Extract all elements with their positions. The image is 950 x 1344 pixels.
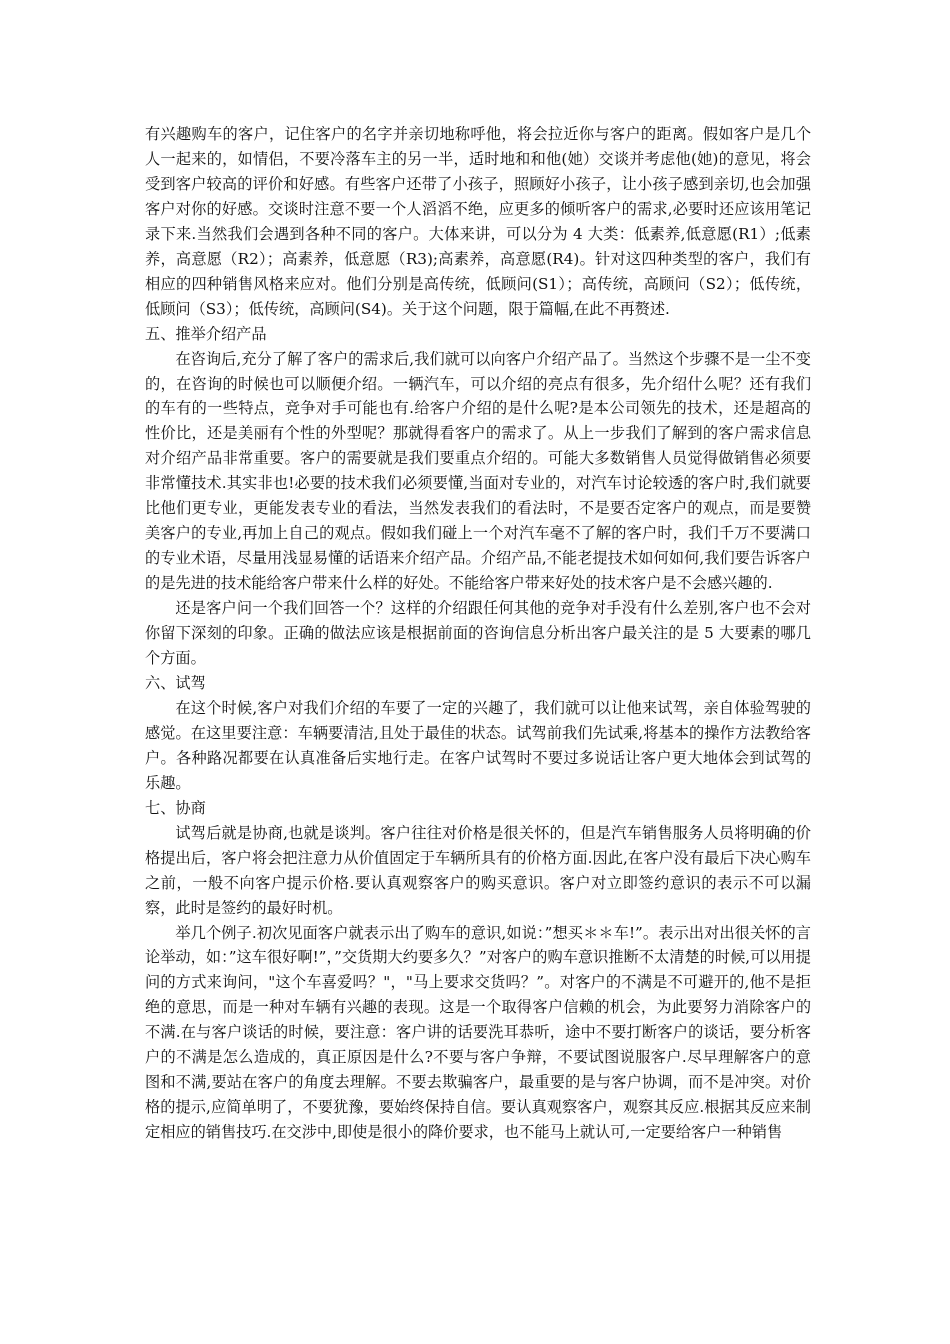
section-heading-7: 七、协商: [145, 798, 206, 817]
paragraph-examples: 举几个例子.初次见面客户就表示出了购车的意识,如说：”想买＊＊车!”。表示出对出很关怀的言论举动，如：”这车很好啊!”，”交货期大约要多久？”对客户的购车意识推断不太清楚的时候,可以用提问的方式来询问，"这个车喜爱吗？"，"马上要求交货吗？”。对客户的不满是不可避开的,他不是拒绝的意思，而是一种对车辆有兴趣的表现。这是一个取得客户信赖的机会，为此要努力消除客户的不满.在与客户谈话的时候，要注意：客户讲的话要洗耳恭听，途中不要打断客户的谈话，要分析客户的不满是怎么造成的，真正原因是什么?不要与客户争辩，不要试图说服客户.尽早理解客户的意图和不满,要站在客户的角度去理解。不要去欺骗客户，最重要的是与客户协调，而不是冲突。对价格的提示,应简单明了，不要犹豫，要始终保持自信。要认真观察客户，观察其反应.根据其反应来制定相应的销售技巧.在交涉中,即使是很小的降价要求，也不能马上就认可,一定要给客户一种销售: [145, 923, 811, 1142]
paragraph-customer-types: 有兴趣购车的客户，记住客户的名字并亲切地称呼他，将会拉近你与客户的距离。假如客户是几个人一起来的，如情侣，不要冷落车主的另一半，适时地和和他(她）交谈并考虑他(她)的意见，将会受到客户较高的评价和好感。有些客户还带了小孩子，照顾好小孩子，让小孩子感到亲切,也会加强客户对你的好感。交谈时注意不要一个人滔滔不绝，应更多的倾听客户的需求,必要时还应该用笔记录下来.当然我们会遇到各种不同的客户。大体来讲，可以分为 4 大类：低素养,低意愿(R1）;低素养，高意愿（R2）；高素养，低意愿（R3);高素养，高意愿(R4)。针对这四种类型的客户，我们有相应的四种销售风格来应对。他们分别是高传统，低顾问(S1）；高传统，高顾问（S2）；低传统，低顾问（S3）；低传统，高顾问(S4)。关于这个问题，限于篇幅,在此不再赘述.: [145, 125, 812, 318]
section-heading-5: 五、推举介绍产品: [145, 324, 267, 343]
paragraph-negotiation: 试驾后就是协商,也就是谈判。客户往往对价格是很关怀的，但是汽车销售服务人员将明确的价格提出后，客户将会把注意力从价值固定于车辆所具有的价格方面.因此,在客户没有最后下决心购车之前，一般不向客户提示价格.要认真观察客户的购买意识。客户对立即签约意识的表示不可以漏察，此时是签约的最好时机。: [145, 823, 811, 917]
paragraph-five-factors: 还是客户问一个我们回答一个？这样的介绍跟任何其他的竞争对手没有什么差别,客户也不会对你留下深刻的印象。正确的做法应该是根据前面的咨询信息分析出客户最关注的是 5 大要素的哪几个方面。: [145, 599, 811, 668]
document-body: [145, 122, 811, 1145]
section-heading-6: 六、试驾: [145, 673, 206, 692]
paragraph-product-intro: 在咨询后,充分了解了客户的需求后,我们就可以向客户介绍产品了。当然这个步骤不是一尘不变的，在咨询的时候也可以顺便介绍。一辆汽车，可以介绍的亮点有很多，先介绍什么呢？还有我们的车有的一些特点，竞争对手可能也有.给客户介绍的是什么呢?是本公司领先的技术，还是超高的性价比，还是美丽有个性的外型呢？那就得看客户的需求了。从上一步我们了解到的客户需求信息对介绍产品非常重要。客户的需要就是我们要重点介绍的。可能大多数销售人员觉得做销售必须要非常懂技术.其实非也!必要的技术我们必须要懂,当面对专业的，对汽车讨论较透的客户时,我们就要比他们更专业，更能发表专业的看法，当然发表我们的看法时，不是要否定客户的观点，而是要赞美客户的专业,再加上自己的观点。假如我们碰上一个对汽车毫不了解的客户时，我们千万不要满口的专业术语，尽量用浅显易懂的话语来介绍产品。介绍产品,不能老提技术如何如何,我们要告诉客户的是先进的技术能给客户带来什么样的好处。不能给客户带来好处的技术客户是不会感兴趣的.: [145, 349, 811, 593]
paragraph-test-drive: 在这个时候,客户对我们介绍的车要了一定的兴趣了，我们就可以让他来试驾，亲自体验驾驶的感觉。在这里要注意：车辆要清洁,且处于最佳的状态。试驾前我们先试乘,将基本的操作方法教给客户。各种路况都要在认真准备后实地行走。在客户试驾时不要过多说话让客户更大地体会到试驾的乐趣。: [145, 698, 811, 792]
